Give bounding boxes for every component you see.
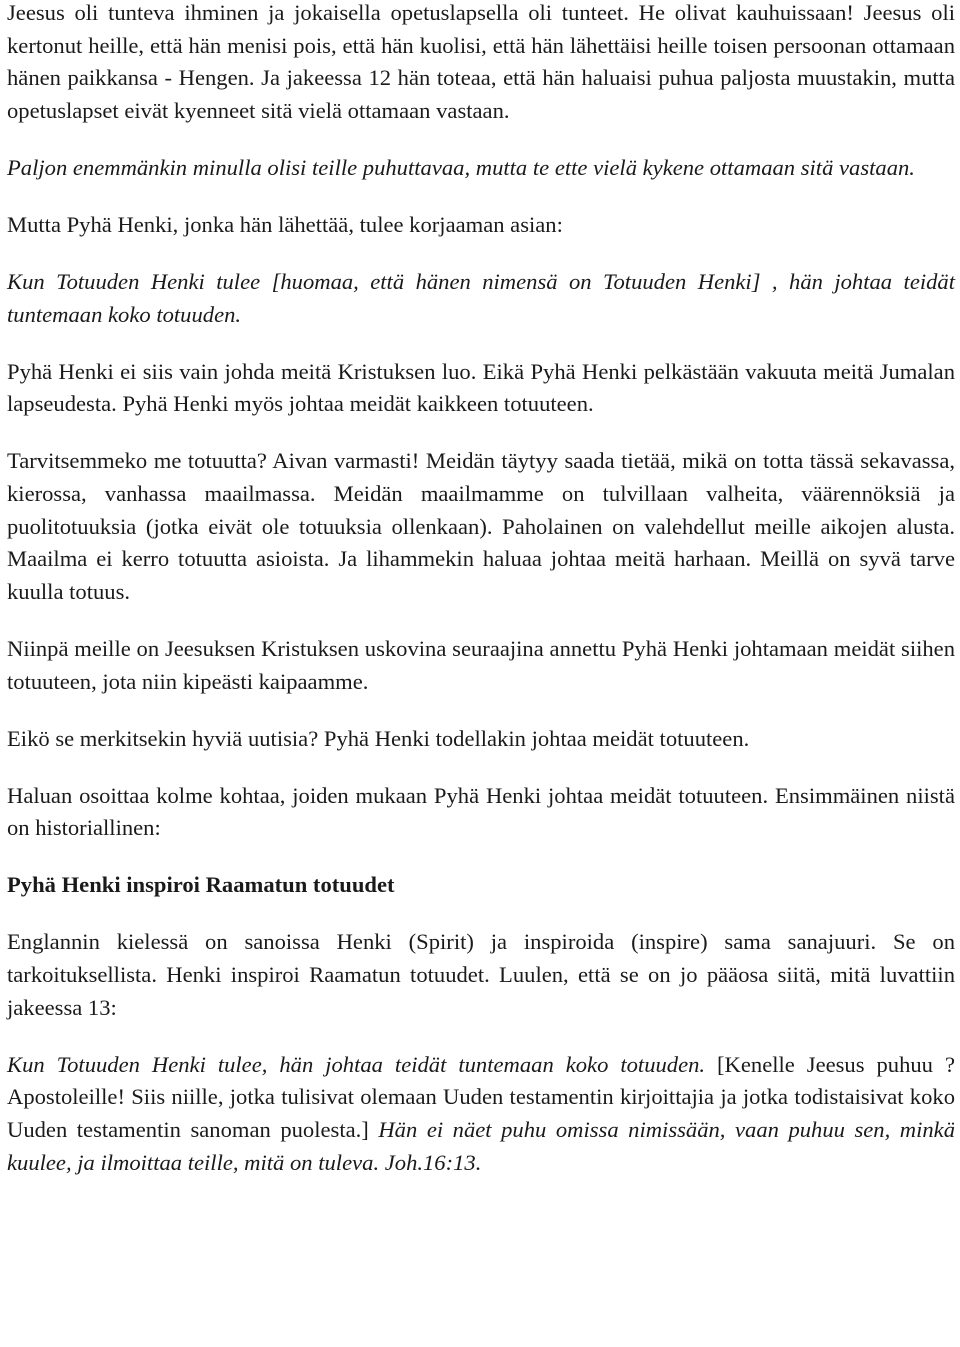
scripture-quote bbox=[7, 266, 955, 331]
paragraph-given-spirit bbox=[7, 633, 955, 698]
paragraph-text: Jeesus oli tunteva ihminen ja jokaisella opetuslapsella oli tunteet. He olivat kauhuissaan! Jeesus oli kertonut heille, että hän menisi pois, että hän kuolisi, että hän lähettäisi heille toisen persoonan ottamaan hänen paikkansa - Hengen. Ja jakeessa 12 hän toteaa, että hän haluaisi puhua paljosta muustakin, mutta opetuslapset eivät kyenneet sitä vielä ottamaan vastaan. bbox=[7, 0, 955, 123]
paragraph-transition bbox=[7, 209, 955, 242]
quote-text: Kun Totuuden Henki tulee [huomaa, että hänen nimensä on Totuuden Henki] , hän johtaa teidät tuntemaan koko totuuden. bbox=[7, 269, 955, 327]
paragraph-text: Haluan osoittaa kolme kohtaa, joiden mukaan Pyhä Henki johtaa meidät totuuteen. Ensimmäinen niistä on historiallinen: bbox=[7, 782, 955, 841]
paragraph-text: Pyhä Henki ei siis vain johda meitä Kristuksen luo. Eikä Pyhä Henki pelkästään vakuuta meitä Jumalan lapseudesta. Pyhä Henki myös johtaa meidät kaikkeen totuuteen. bbox=[7, 358, 955, 417]
paragraph-good-news bbox=[7, 723, 955, 756]
document-page bbox=[7, 0, 955, 1179]
scripture-quote bbox=[7, 152, 955, 185]
paragraph-inspiration bbox=[7, 926, 955, 1024]
paragraph-truth-need bbox=[7, 445, 955, 608]
paragraph-holy-spirit bbox=[7, 356, 955, 421]
quote-text: Kun Totuuden Henki tulee, hän johtaa teidät tuntemaan koko totuuden. bbox=[7, 1051, 706, 1077]
paragraph-text: Tarvitsemmeko me totuutta? Aivan varmasti! Meidän täytyy saada tietää, mikä on totta tässä sekavassa, kierossa, vanhassa maailmassa. Meidän maailmamme on tulvillaan valheita, väärennöksiä ja puolitotuuksia (jotka eivät ole totuuksia ollenkaan). Paholainen on valehdellut meille aikojen alusta. Maailma ei kerro totuutta asioista. Ja lihammekin haluaa johtaa meitä harhaan. Meillä on syvä tarve kuulla totuus. bbox=[7, 448, 955, 604]
paragraph-intro bbox=[7, 0, 955, 127]
quote-text: Paljon enemmänkin minulla olisi teille puhuttavaa, mutta te ette vielä kykene ottamaan sitä vastaan. bbox=[7, 154, 915, 180]
paragraph-text: Englannin kielessä on sanoissa Henki (Spirit) ja inspiroida (inspire) sama sanajuuri. Se on tarkoituksellista. Henki inspiroi Raamatun totuudet. Luulen, että se on jo pääosa siitä, mitä luvattiin jakeessa 13: bbox=[7, 929, 955, 1020]
quote-text: Hän ei näet puhu omissa nimissään, vaan puhuu sen, minkä kuulee, ja ilmoittaa teille, mitä on tuleva. Joh.16:13. bbox=[7, 1116, 956, 1175]
paragraph-text: Eikö se merkitsekin hyviä uutisia? Pyhä Henki todellakin johtaa meidät totuuteen. bbox=[7, 725, 750, 751]
commentary-text: [Kenelle Jeesus puhuu ? Apostoleille! Siis niille, jotka tulisivat olemaan Uuden testamentin kirjoittajia ja jotka todistaisivat koko Uuden testamentin sanoman puolesta.] bbox=[7, 1051, 955, 1142]
heading-text: Pyhä Henki inspiroi Raamatun totuudet bbox=[7, 872, 395, 898]
paragraph-text: Mutta Pyhä Henki, jonka hän lähettää, tulee korjaaman asian: bbox=[7, 211, 563, 237]
paragraph-three-points bbox=[7, 780, 955, 845]
paragraph-scripture-commentary bbox=[7, 1049, 955, 1179]
paragraph-text: Niinpä meille on Jeesuksen Kristuksen uskovina seuraajina annettu Pyhä Henki johtamaan meidät siihen totuuteen, jota niin kipeästi kaipaamme. bbox=[7, 635, 955, 694]
section-heading bbox=[7, 869, 955, 902]
